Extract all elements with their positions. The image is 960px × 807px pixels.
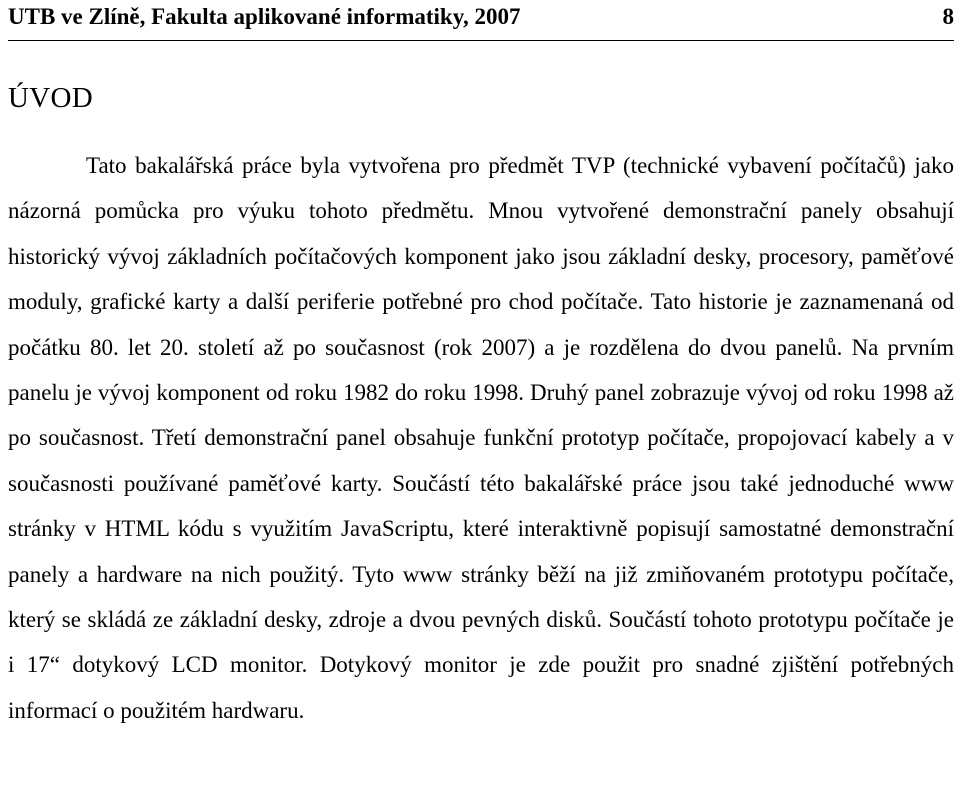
document-page [8,0,954,723]
running-header-title: UTB ve Zlíně, Fakulta aplikované informatiky, 2007 [8,4,521,29]
body-paragraph: Tato bakalářská práce byla vytvořena pro předmět TVP (technické vybavení počítačů) jako názorná pomůcka pro výuku tohoto předmětu. Mnou vytvořené demonstrační panely obsahují historický vývoj základních počítačových komponent jako jsou základní desky, procesory, paměťové moduly, grafické karty a další periferie potřebné pro chod počítače. Tato historie je zaznamenaná od počátku 80. let 20. století až po současnost (rok 2007) a je rozdělena do dvou panelů. Na prvním panelu je vývoj komponent od roku 1982 do roku 1998. Druhý panel zobrazuje vývoj od roku 1998 až po současnost. Třetí demonstrační panel obsahuje funkční prototyp počítače, propojovací kabely a v současnosti používané paměťové karty. Součástí této bakalářské práce jsou také jednoduché www stránky v HTML kódu s využitím JavaScriptu, které interaktivně popisují samostatné demonstrační panely a hardware na nich použitý. Tyto www stránky běží na již zmiňovaném prototypu počítače, který se skládá ze základní desky, zdroje a dvou pevných disků. Součástí tohoto prototypu počítače je i 17“ dotykový LCD monitor. Dotykový monitor je zde použit pro snadné zjištění potřebných informací o použitém hardwaru. [8,153,954,723]
page-header [8,0,954,41]
section-heading: ÚVOD [8,82,93,114]
page-number: 8 [942,4,954,29]
